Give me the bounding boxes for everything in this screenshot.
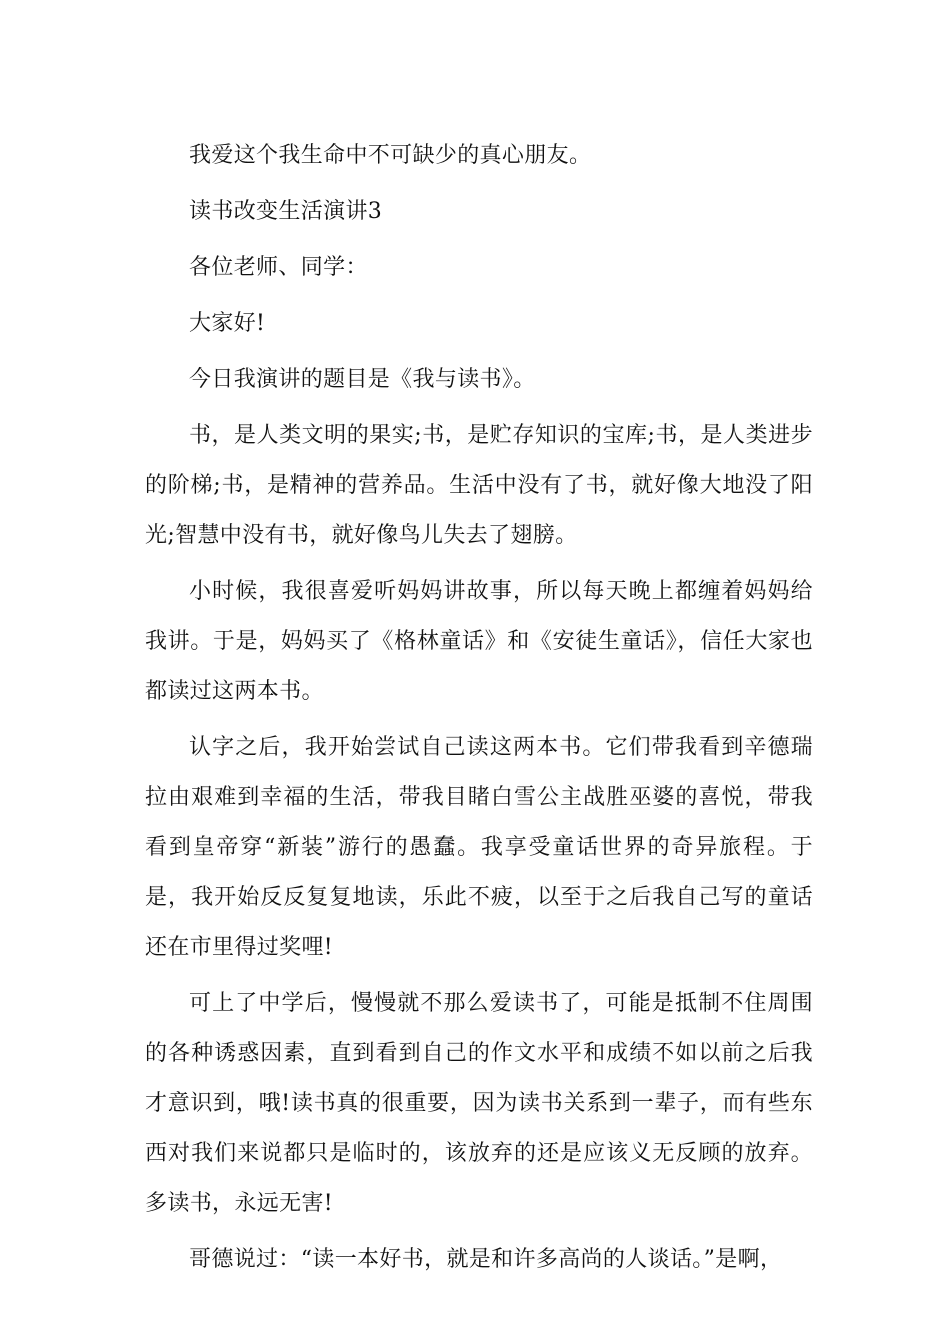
paragraph: 我爱这个我生命中不可缺少的真心朋友。 [189, 143, 592, 168]
salutation: 各位老师、同学： [189, 255, 368, 280]
paragraph: 今日我演讲的题目是《我与读书》。 [189, 367, 536, 392]
paragraph: 哥德说过：“读一本好书，就是和许多高尚的人谈话。”是啊， [189, 1247, 783, 1272]
paragraph: 可上了中学后，慢慢就不那么爱读书了，可能是抵制不住周围的各种诱惑因素，直到看到自己的作文水平和成绩不如以前之后我才意识到，哦!读书真的很重要，因为读书关系到一辈子，而有些东西对我们来说都只是临时的，该放弃的还是应该义无反顾的放弃。多读书，永远无害! [145, 991, 813, 1216]
document-body [145, 131, 813, 1291]
speech-title: 读书改变生活演讲3 [189, 199, 383, 224]
paragraph: 小时候，我很喜爱听妈妈讲故事，所以每天晚上都缠着妈妈给我讲。于是，妈妈买了《格林童话》和《安徒生童话》，信任大家也都读过这两本书。 [145, 579, 813, 704]
paragraph: 书，是人类文明的果实;书，是贮存知识的宝库;书，是人类进步的阶梯;书，是精神的营养品。生活中没有了书，就好像大地没了阳光;智慧中没有书，就好像鸟儿失去了翅膀。 [145, 423, 813, 548]
greeting: 大家好! [189, 311, 266, 336]
paragraph: 认字之后，我开始尝试自己读这两本书。它们带我看到辛德瑞拉由艰难到幸福的生活，带我目睹白雪公主战胜巫婆的喜悦，带我看到皇帝穿“新装”游行的愚蠢。我享受童话世界的奇异旅程。于是，我开始反反复复地读，乐此不疲，以至于之后我自己写的童话还在市里得过奖哩! [145, 735, 813, 960]
